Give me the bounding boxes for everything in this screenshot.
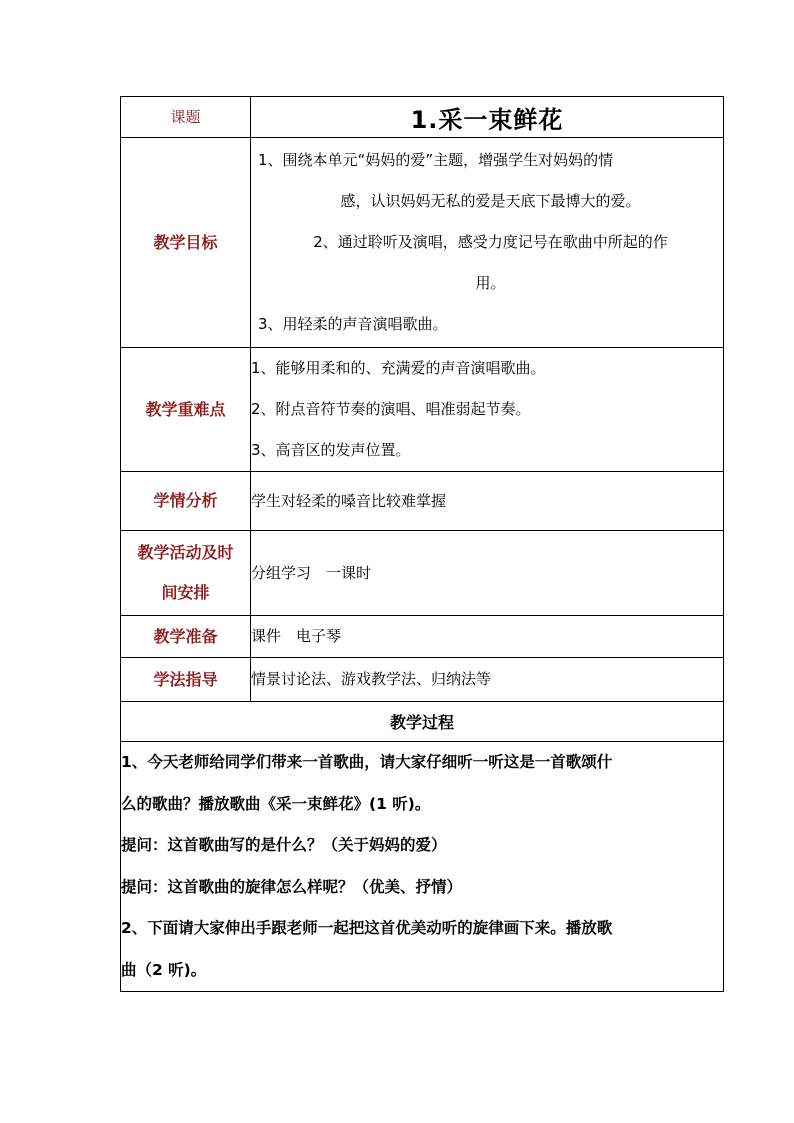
keypoints-label: 教学重难点 bbox=[121, 348, 251, 472]
preparation-value: 课件 电子琴 bbox=[251, 616, 724, 658]
row-analysis bbox=[121, 472, 724, 531]
objective-line: 1、围绕本单元“妈妈的爱”主题，增强学生对妈妈的情 bbox=[258, 151, 614, 169]
activities-label-line: 教学活动及时 bbox=[137, 543, 234, 562]
objective-line: 感，认识妈妈无私的爱是天底下最博大的爱。 bbox=[340, 192, 641, 210]
process-line: 曲（2 听)。 bbox=[121, 960, 207, 979]
process-line: 提问：这首歌曲的旋律怎么样呢？（优美、抒情） bbox=[121, 877, 463, 896]
method-value: 情景讨论法、游戏教学法、归纳法等 bbox=[251, 658, 724, 702]
process-line: 提问：这首歌曲写的是什么？（关于妈妈的爱） bbox=[121, 836, 447, 854]
row-title bbox=[121, 97, 724, 138]
lesson-title: 1.采一束鲜花 bbox=[251, 97, 724, 138]
keypoint-line: 3、高音区的发声位置。 bbox=[251, 441, 411, 459]
lesson-plan-table bbox=[120, 96, 724, 992]
row-objectives bbox=[121, 138, 724, 348]
process-heading: 教学过程 bbox=[121, 702, 724, 742]
row-process bbox=[121, 742, 724, 992]
preparation-label: 教学准备 bbox=[121, 616, 251, 658]
activities-label-line: 间安排 bbox=[161, 583, 210, 602]
activities-label bbox=[121, 531, 251, 616]
process-line: 2、下面请大家伸出手跟老师一起把这首优美动听的旋律画下来。播放歌 bbox=[121, 919, 613, 937]
keypoints-content bbox=[251, 348, 724, 472]
analysis-label: 学情分析 bbox=[121, 472, 251, 531]
objective-line: 2、通过聆听及演唱，感受力度记号在歌曲中所起的作 bbox=[313, 233, 668, 251]
process-content bbox=[121, 742, 724, 992]
process-line: 1、今天老师给同学们带来一首歌曲，请大家仔细听一听这是一首歌颂什 bbox=[121, 753, 613, 771]
row-keypoints bbox=[121, 348, 724, 472]
activities-value: 分组学习 一课时 bbox=[251, 531, 724, 616]
row-method bbox=[121, 658, 724, 702]
method-label: 学法指导 bbox=[121, 658, 251, 702]
analysis-value: 学生对轻柔的嗓音比较难掌握 bbox=[251, 472, 724, 531]
row-preparation bbox=[121, 616, 724, 658]
keypoint-line: 2、附点音符节奏的演唱、唱准弱起节奏。 bbox=[251, 400, 531, 418]
title-label: 课题 bbox=[121, 97, 251, 138]
process-line: 么的歌曲？播放歌曲《采一束鲜花》(1 听)。 bbox=[121, 794, 431, 813]
objectives-content bbox=[251, 138, 724, 348]
row-process-heading bbox=[121, 702, 724, 742]
row-activities bbox=[121, 531, 724, 616]
keypoint-line: 1、能够用柔和的、充满爱的声音演唱歌曲。 bbox=[251, 359, 546, 377]
objective-line: 用。 bbox=[475, 274, 506, 292]
objective-line: 3、用轻柔的声音演唱歌曲。 bbox=[258, 315, 448, 333]
objectives-label: 教学目标 bbox=[121, 138, 251, 348]
